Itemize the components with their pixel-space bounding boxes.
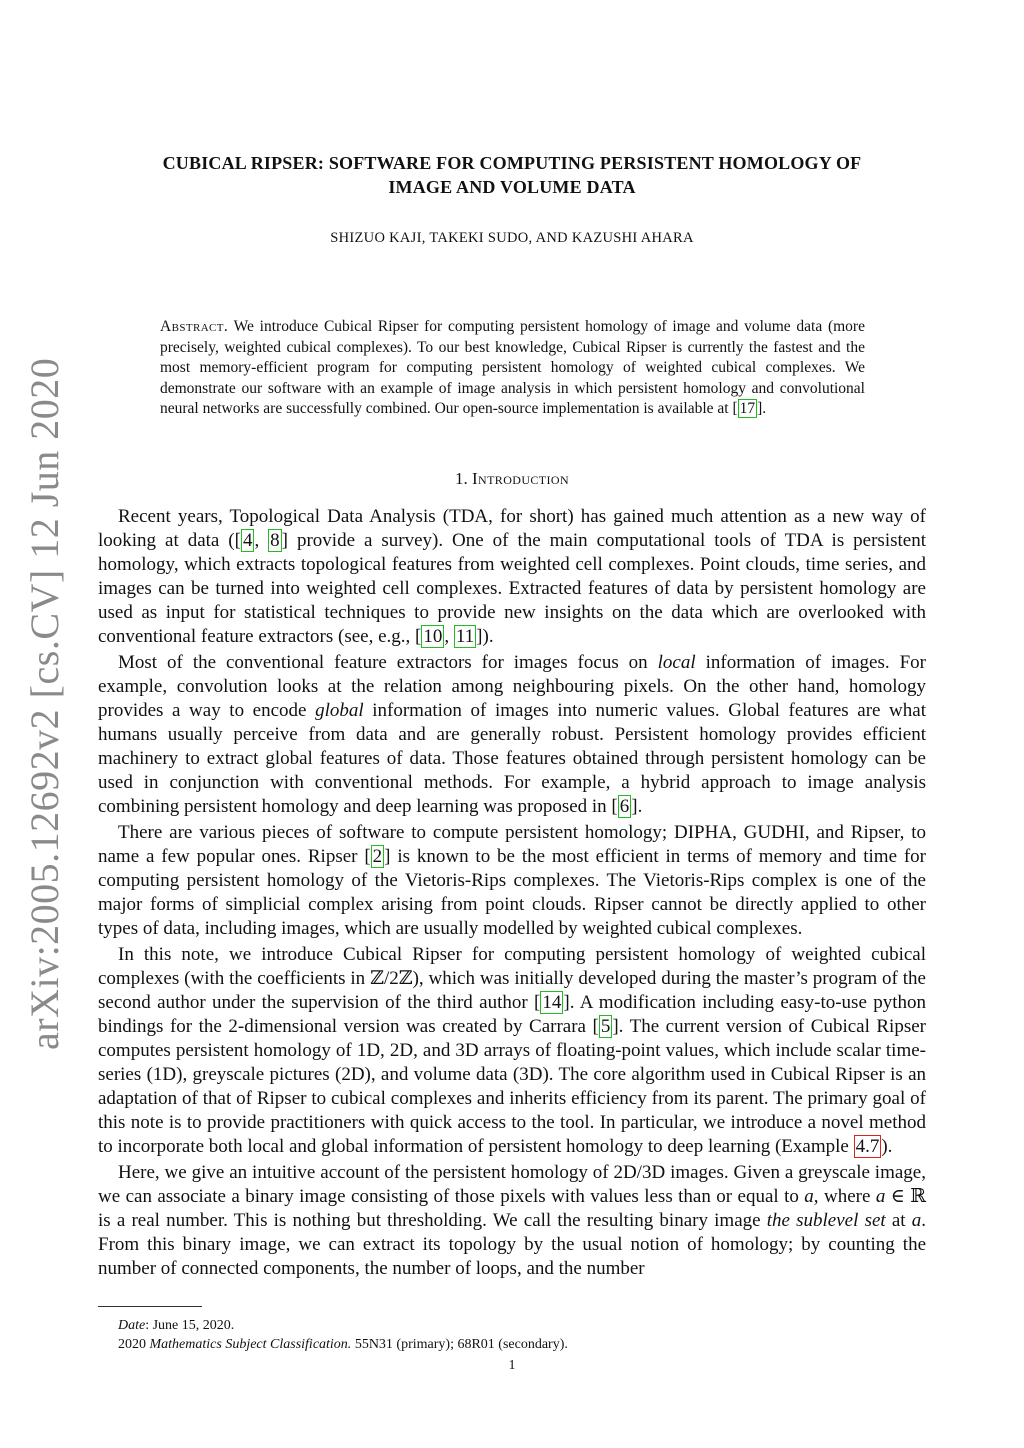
text-run: Recent years, Topological Data Analysis (TDA, for short) has gained much attention as a new way of looking at data ([ [98,506,926,551]
text-run: ). [881,1136,893,1157]
paragraph-4 [98,943,926,1159]
reference-link[interactable]: 4.7 [855,1136,880,1157]
citation-link[interactable]: 14 [542,992,562,1013]
emphasis: global [315,700,364,721]
emphasis: the sublevel set [766,1210,886,1231]
citation-link[interactable]: 11 [455,626,475,647]
date-value: : June 15, 2020. [145,1318,235,1333]
msc-label: Mathematics Subject Classification. [149,1337,352,1352]
text-run: There are various pieces of software to compute persistent homology; DIPHA, GUDHI, and Ripser, to name a few popular ones. Ripser [ [98,822,926,867]
abstract-end: ]. [757,400,767,417]
footnote-rule [98,1306,202,1307]
arxiv-id[interactable]: arXiv:2005.12692v2 [cs.CV] 12 Jun 2020 [22,357,67,1050]
section-title: Introduction [471,469,570,488]
math-var: a [875,1186,886,1207]
date-label: Date [118,1318,146,1333]
citation-link[interactable]: 10 [423,626,443,647]
emphasis: local [657,652,696,673]
footnote-date [118,1317,918,1335]
title-line-2: IMAGE AND VOLUME DATA [388,177,636,197]
section-heading [98,469,926,489]
text-run: ∈ ℝ is a real number. This is nothing but thresholding. We call the resulting binary image [98,1186,927,1231]
text-run: ]. [631,796,643,817]
abstract [160,317,865,420]
text-run: ]. A modification including easy-to-use python bindings for the 2-dimensional version was created by Carrara [ [98,992,927,1037]
title-line-1: CUBICAL RIPSER: SOFTWARE FOR COMPUTING PERSISTENT HOMOLOGY OF [162,153,862,173]
paragraph-3 [98,821,926,941]
abstract-text: We introduce Cubical Ripser for computing persistent homology of image and volume data (more precisely, weighted cubical complexes). To our best knowledge, Cubical Ripser is currently the fastest and the most memory-efficient program for computing persistent homology of weighted cubical complexes. We demonstrate our software with an example of image analysis in which persistent homology and convolutional neural networks are successfully combined. Our open-source implementation is available at [ [160,318,865,417]
math-var: a [804,1186,814,1207]
paragraph-2 [98,651,926,819]
abstract-label: Abstract. [160,318,229,335]
msc-year: 2020 [118,1337,150,1352]
text-run: In this note, we introduce Cubical Ripser for computing persistent homology of weighted cubical complexes (with the coefficients in ℤ/2ℤ), which was initially developed during the master’s program of the second author under the supervision of the third author [ [98,944,926,1013]
paragraph-1 [98,505,926,649]
citation-link[interactable]: 4 [242,530,253,551]
text-run: information of images. For example, convolution looks at the relation among neighbouring pixels. On the other hand, homology provides a way to encode [98,652,926,721]
text-run: . From this binary image, we can extract its topology by the usual notion of homology; by counting the number of connected components, the number of loops, and the number [98,1210,926,1279]
footnote-msc [118,1336,918,1354]
text-run: ] is known to be the most efficient in terms of memory and time for computing persistent homology of the Vietoris-Rips complexes. The Vietoris-Rips complex is one of the major forms of simplicial complex arising from point clouds. Ripser cannot be directly applied to other types of data, including images, which are usually modelled by weighted cubical complexes. [98,846,926,939]
main-text [98,505,926,1283]
citation-link[interactable]: 8 [270,530,280,551]
text-run: , [254,530,269,551]
paper-title [98,151,926,199]
paragraph-5 [98,1161,926,1281]
citation-link[interactable]: 6 [619,796,630,817]
citation-link[interactable]: 5 [600,1016,611,1037]
text-run: ]. The current version of Cubical Ripser computes persistent homology of 1D, 2D, and 3D arrays of floating-point values, which include scalar time-series (1D), greyscale pictures (2D), and volume data (3D). The core algorithm used in Cubical Ripser is an adaptation of that of Ripser to cubical complexes and inherits efficiency from its parent. The primary goal of this note is to provide practitioners with quick access to the tool. In particular, we introduce a novel method to incorporate both local and global information of persistent homology to deep learning (Example [98,1016,926,1157]
text-run: Most of the conventional feature extractors for images focus on [118,652,658,673]
text-run: at [885,1210,912,1231]
text-run: Here, we give an intuitive account of the persistent homology of 2D/3D images. Given a greyscale image, we can associate a binary image consisting of those pixels with values less than or equal to [98,1162,926,1207]
page-number: 1 [508,1358,516,1373]
author-list: SHIZUO KAJI, TAKEKI SUDO, AND KAZUSHI AHARA [330,230,694,246]
text-run: , where [813,1186,876,1207]
text-run: information of images into numeric values. Global features are what humans usually perceive from data and are generally robust. Persistent homology provides efficient machinery to extract global features of data. Those features obtained through persistent homology can be used in conjunction with conventional methods. For example, a hybrid approach to image analysis combining persistent homology and deep learning was proposed in [ [98,700,926,817]
msc-value: 55N31 (primary); 68R01 (secondary). [351,1337,568,1352]
citation-link[interactable]: 17 [739,400,756,417]
section-number: 1. [454,469,468,488]
text-run: ] provide a survey). One of the main computational tools of TDA is persistent homology, which extracts topological features from weighted cell complexes. Point clouds, time series, and images can be turned into weighted cell complexes. Extracted features of data by persistent homology are used as input for statistical techniques to provide new insights on the data which are overlooked with conventional feature extractors (see, e.g., [ [98,530,926,647]
text-run: , [444,626,454,647]
text-run: ]). [476,626,494,647]
math-var: a [911,1210,922,1231]
citation-link[interactable]: 2 [372,846,383,867]
